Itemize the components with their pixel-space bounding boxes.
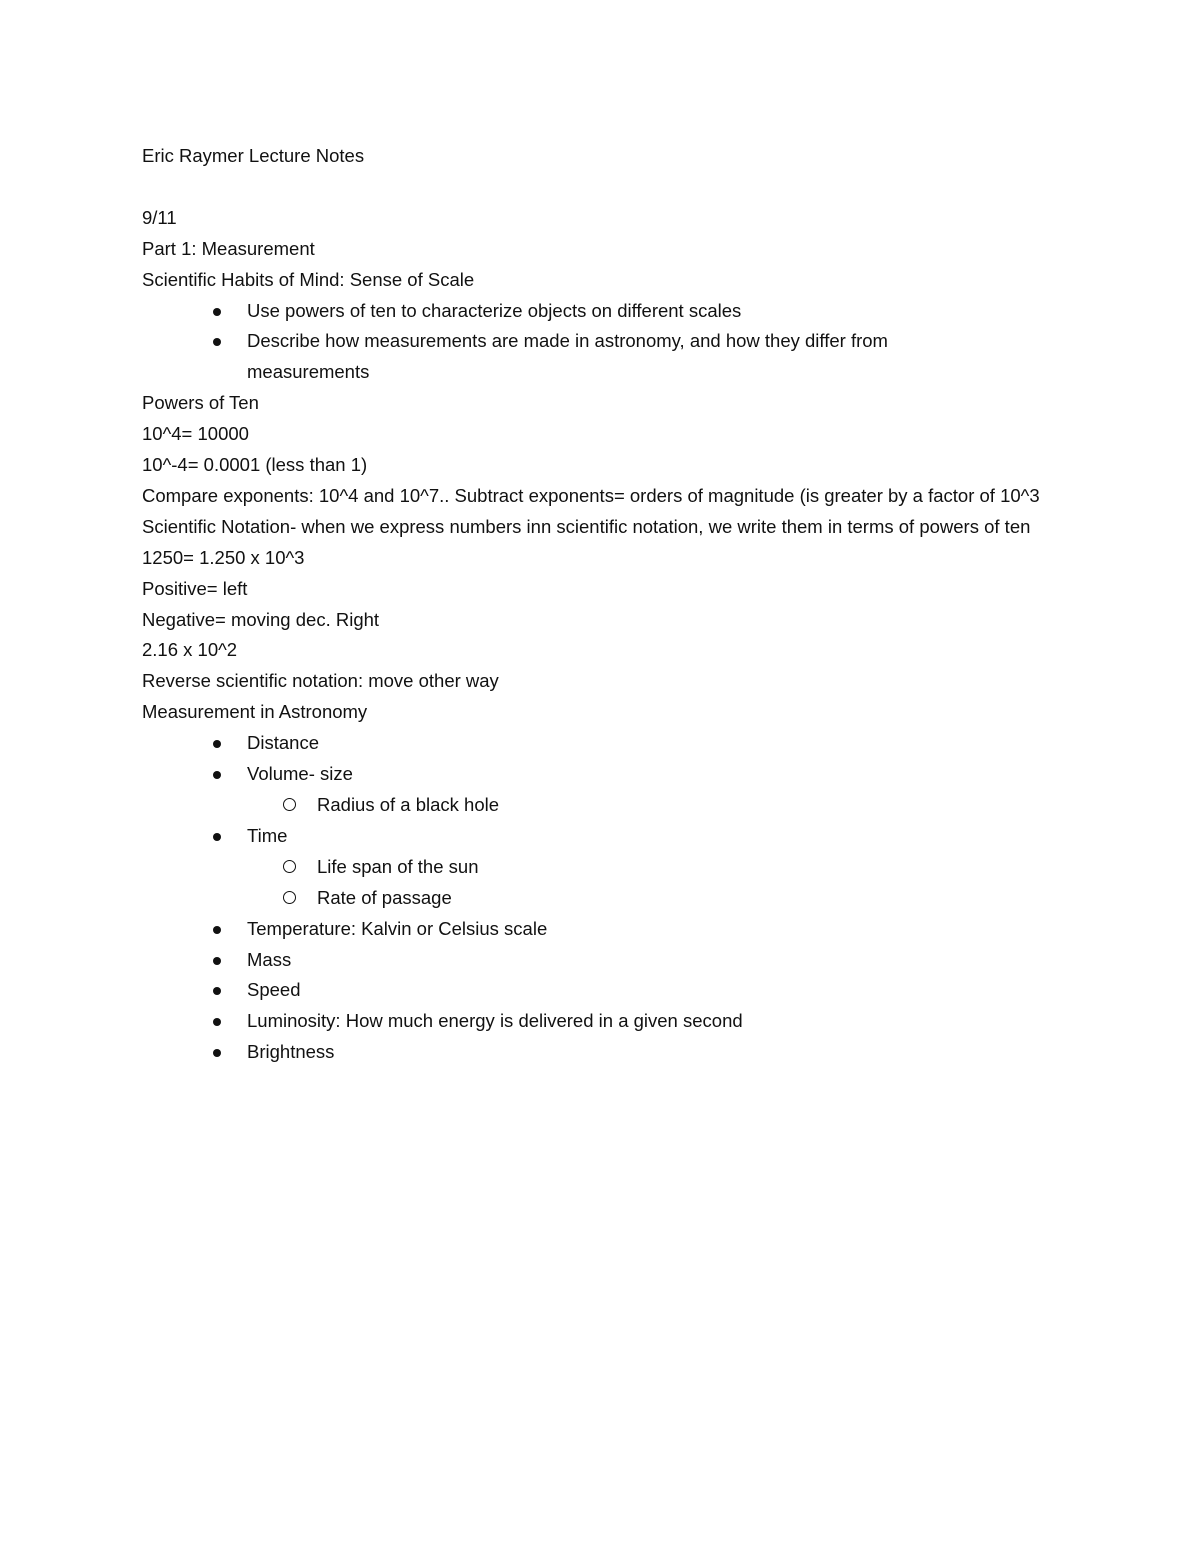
note-line: 10^-4= 0.0001 (less than 1) — [142, 454, 368, 476]
habits-heading: Scientific Habits of Mind: Sense of Scale — [142, 268, 475, 290]
bullet-icon — [213, 740, 221, 748]
list-item — [142, 1006, 1062, 1037]
list-item-text: Speed — [247, 979, 301, 1001]
sub-list-item — [142, 852, 1062, 883]
list-item-text: Temperature: Kalvin or Celsius scale — [247, 917, 548, 939]
list-item — [142, 821, 1062, 852]
list-item — [142, 728, 1062, 759]
note-line: 2.16 x 10^2 — [142, 639, 238, 661]
document-body — [142, 141, 1062, 1068]
list-item — [142, 326, 937, 388]
list-item — [142, 296, 1062, 327]
note-line: 1250= 1.250 x 10^3 — [142, 546, 305, 568]
bullet-icon — [213, 987, 221, 995]
bullet-icon — [213, 1049, 221, 1057]
list-item — [142, 759, 1062, 790]
list-item — [142, 1037, 1062, 1068]
measurement-heading: Measurement in Astronomy — [142, 701, 368, 723]
sub-list-item-text: Life span of the sun — [317, 855, 479, 877]
document-title: Eric Raymer Lecture Notes — [142, 145, 365, 166]
sub-list-item — [142, 790, 1062, 821]
sub-list-item — [142, 883, 1062, 914]
note-line: Reverse scientific notation: move other way — [142, 670, 499, 692]
bullet-icon — [213, 338, 221, 346]
bullet-icon — [213, 771, 221, 779]
list-item-text: Mass — [247, 948, 292, 970]
sub-list-item-text: Rate of passage — [317, 886, 452, 908]
list-item-text: Distance — [247, 732, 319, 754]
list-item-text: Describe how measurements are made in astronomy, and how they differ from measurements — [247, 330, 888, 383]
bullet-icon — [213, 957, 221, 965]
list-item-text: Use powers of ten to characterize objects on different scales — [247, 299, 742, 321]
note-line: Compare exponents: 10^4 and 10^7.. Subtract exponents= orders of magnitude (is greater by a factor of 10^3 — [142, 484, 1040, 506]
hollow-bullet-icon — [283, 891, 296, 904]
bullet-icon — [213, 833, 221, 841]
hollow-bullet-icon — [283, 860, 296, 873]
list-item — [142, 975, 1062, 1006]
list-item — [142, 914, 1062, 945]
bullet-icon — [213, 1018, 221, 1026]
part-heading: Part 1: Measurement — [142, 237, 315, 259]
note-line: Scientific Notation- when we express numbers inn scientific notation, we write them in terms of powers of ten — [142, 515, 1031, 537]
hollow-bullet-icon — [283, 798, 296, 811]
bullet-icon — [213, 308, 221, 316]
blank-line — [142, 172, 1062, 203]
sub-list-item-text: Radius of a black hole — [317, 794, 500, 816]
note-line: Positive= left — [142, 577, 248, 599]
note-line: 10^4= 10000 — [142, 423, 249, 445]
list-item-text: Luminosity: How much energy is delivered in a given second — [247, 1010, 743, 1032]
list-item-text: Volume- size — [247, 763, 353, 785]
list-item-text: Brightness — [247, 1041, 335, 1063]
note-line: Negative= moving dec. Right — [142, 608, 380, 630]
lecture-date: 9/11 — [142, 206, 177, 228]
powers-heading: Powers of Ten — [142, 392, 259, 414]
bullet-icon — [213, 926, 221, 934]
list-item — [142, 945, 1062, 976]
list-item-text: Time — [247, 824, 288, 846]
